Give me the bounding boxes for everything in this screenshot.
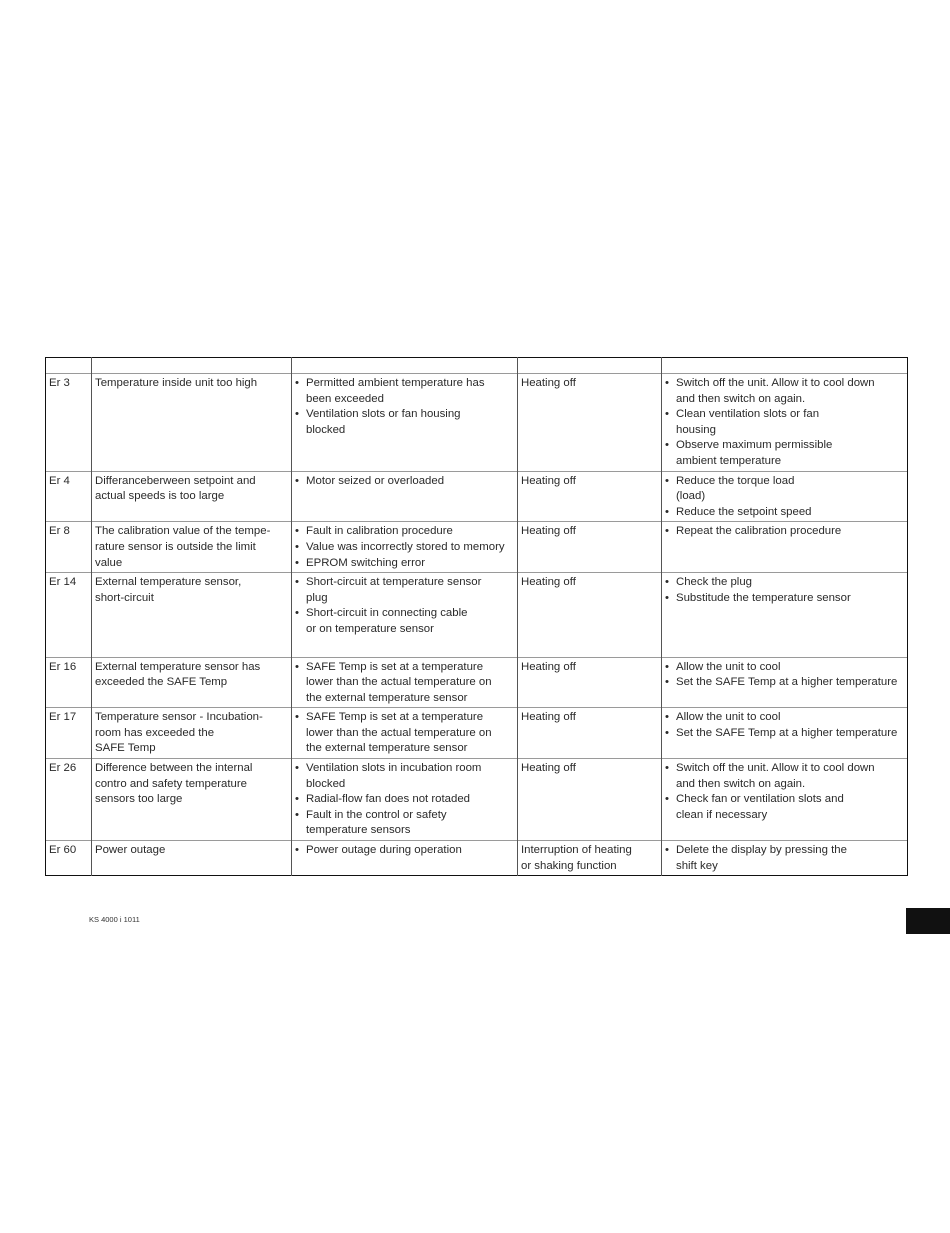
remedy-cell — [662, 841, 908, 876]
bullet-item: • Reduce the torque load (load) — [665, 474, 905, 505]
remedy-cell-list — [665, 761, 905, 823]
fault-cell — [92, 759, 292, 841]
bullet-item: • Allow the unit to cool — [665, 660, 905, 676]
reaction-cell — [518, 522, 662, 573]
bullet-item: • Motor seized or overloaded — [295, 474, 515, 490]
bullet-item: • EPROM switching error — [295, 556, 515, 572]
bullet-item: • Short-circuit at temperature sensor plug — [295, 575, 515, 606]
bullet-item: • Repeat the calibration procedure — [665, 524, 905, 540]
remedy-cell-list — [665, 575, 905, 606]
header-cell-fault — [92, 358, 292, 374]
bullet-item: • SAFE Temp is set at a temperature lower than the actual temperature on the external temperature sensor — [295, 660, 515, 707]
fault-cell-text: Differanceberween setpoint and actual speeds is too large — [95, 474, 256, 503]
fault-cell — [92, 471, 292, 522]
reaction-cell — [518, 374, 662, 472]
remedy-cell — [662, 573, 908, 657]
reaction-cell-text: Heating off — [521, 474, 576, 487]
cause-cell — [292, 522, 518, 573]
bullet-item: • Power outage during operation — [295, 843, 515, 859]
cause-cell — [292, 657, 518, 708]
error-code-cell-text: Er 16 — [49, 660, 77, 673]
bullet-item: • Switch off the unit. Allow it to cool down and then switch on again. — [665, 761, 905, 792]
table-row — [46, 471, 908, 522]
error-code-cell — [46, 573, 92, 657]
error-code-cell — [46, 374, 92, 472]
bullet-item: • Ventilation slots or fan housing blocked — [295, 407, 515, 438]
table-row — [46, 759, 908, 841]
cause-cell-list — [295, 843, 515, 859]
error-code-cell-text: Er 8 — [49, 525, 70, 538]
table-row — [46, 573, 908, 657]
bullet-item: • Ventilation slots in incubation room blocked — [295, 761, 515, 792]
bullet-item: • Value was incorrectly stored to memory — [295, 540, 515, 556]
cause-cell-list — [295, 761, 515, 839]
cause-cell-list — [295, 474, 515, 490]
bullet-item: • Delete the display by pressing the shift key — [665, 843, 905, 874]
table-row — [46, 841, 908, 876]
header-cell-code — [46, 358, 92, 374]
bullet-item: • Set the SAFE Temp at a higher temperature — [665, 726, 905, 742]
remedy-cell — [662, 759, 908, 841]
reaction-cell — [518, 573, 662, 657]
table-row — [46, 522, 908, 573]
fault-cell — [92, 522, 292, 573]
cause-cell-list — [295, 376, 515, 438]
header-cell-remedy — [662, 358, 908, 374]
error-code-cell-text: Er 26 — [49, 762, 77, 775]
remedy-cell-list — [665, 660, 905, 691]
cause-cell-list — [295, 524, 515, 571]
bullet-item: • SAFE Temp is set at a temperature lower than the actual temperature on the external temperature sensor — [295, 710, 515, 757]
reaction-cell — [518, 841, 662, 876]
error-code-cell — [46, 708, 92, 759]
reaction-cell-text: Heating off — [521, 525, 576, 538]
reaction-cell-text: Heating off — [521, 377, 576, 389]
fault-cell — [92, 657, 292, 708]
error-code-cell — [46, 522, 92, 573]
bullet-item: • Observe maximum permissible ambient temperature — [665, 438, 905, 469]
cause-cell — [292, 374, 518, 472]
remedy-cell-list — [665, 474, 905, 521]
reaction-cell-text: Heating off — [521, 576, 576, 589]
remedy-cell — [662, 657, 908, 708]
fault-cell — [92, 841, 292, 876]
bullet-item: • Radial-flow fan does not rotaded — [295, 792, 515, 808]
error-code-cell — [46, 657, 92, 708]
error-code-cell-text: Er 4 — [49, 474, 70, 487]
table-row — [46, 374, 908, 472]
remedy-cell-list — [665, 710, 905, 741]
document-code: KS 4000 i 1011 — [89, 915, 140, 924]
remedy-cell-list — [665, 376, 905, 470]
fault-cell-text: External temperature sensor, short-circuit — [95, 576, 242, 604]
remedy-cell-list — [665, 843, 905, 874]
cause-cell — [292, 841, 518, 876]
reaction-cell-text: Heating off — [521, 660, 576, 673]
remedy-cell — [662, 374, 908, 472]
error-code-cell-text: Er 3 — [49, 377, 70, 389]
cause-cell-list — [295, 660, 515, 707]
bullet-item: • Switch off the unit. Allow it to cool down and then switch on again. — [665, 376, 905, 407]
remedy-cell-list — [665, 524, 905, 540]
error-code-cell — [46, 759, 92, 841]
remedy-cell — [662, 708, 908, 759]
fault-cell — [92, 374, 292, 472]
fault-cell-text: Difference between the internal contro and safety temperature sensors too large — [95, 762, 253, 806]
cause-cell-list — [295, 710, 515, 757]
bullet-item: • Check the plug — [665, 575, 905, 591]
fault-cell-text: Temperature sensor - Incubation- room has exceeded the SAFE Temp — [95, 711, 263, 755]
fault-cell-text: Power outage — [95, 844, 166, 857]
table-row — [46, 657, 908, 708]
fault-cell — [92, 573, 292, 657]
error-code-cell-text: Er 17 — [49, 711, 77, 724]
reaction-cell — [518, 657, 662, 708]
bullet-item: • Allow the unit to cool — [665, 710, 905, 726]
reaction-cell — [518, 708, 662, 759]
table-row — [46, 708, 908, 759]
bullet-item: • Reduce the setpoint speed — [665, 505, 905, 521]
error-code-cell — [46, 471, 92, 522]
fault-cell — [92, 708, 292, 759]
reaction-cell-text: Heating off — [521, 711, 576, 724]
bullet-item: • Fault in calibration procedure — [295, 524, 515, 540]
reaction-cell-text: Heating off — [521, 762, 576, 775]
header-cell-cause — [292, 358, 518, 374]
fault-cell-text: Temperature inside unit too high — [95, 377, 258, 389]
reaction-cell — [518, 471, 662, 522]
error-code-cell-text: Er 60 — [49, 844, 77, 857]
header-cell-reaction — [518, 358, 662, 374]
bullet-item: • Permitted ambient temperature has been exceeded — [295, 376, 515, 407]
page-tab-marker — [906, 908, 950, 934]
bullet-item: • Short-circuit in connecting cable or on temperature sensor — [295, 606, 515, 637]
error-code-cell-text: Er 14 — [49, 576, 77, 589]
reaction-cell-text: Interruption of heating or shaking function — [521, 844, 632, 872]
fault-cell-text: External temperature sensor has exceeded the SAFE Temp — [95, 660, 261, 689]
cause-cell — [292, 573, 518, 657]
cause-cell-list — [295, 575, 515, 637]
cause-cell — [292, 708, 518, 759]
reaction-cell — [518, 759, 662, 841]
cause-cell — [292, 471, 518, 522]
error-code-cell — [46, 841, 92, 876]
remedy-cell — [662, 471, 908, 522]
cause-cell — [292, 759, 518, 841]
bullet-item: • Substitude the temperature sensor — [665, 591, 905, 607]
bullet-item: • Set the SAFE Temp at a higher temperature — [665, 675, 905, 691]
table-header-row — [46, 358, 908, 374]
fault-cell-text: The calibration value of the tempe- rature sensor is outside the limit value — [95, 525, 271, 569]
error-code-table — [45, 357, 908, 876]
bullet-item: • Fault in the control or safety temperature sensors — [295, 808, 515, 839]
bullet-item: • Check fan or ventilation slots and clean if necessary — [665, 792, 905, 823]
remedy-cell — [662, 522, 908, 573]
bullet-item: • Clean ventilation slots or fan housing — [665, 407, 905, 438]
